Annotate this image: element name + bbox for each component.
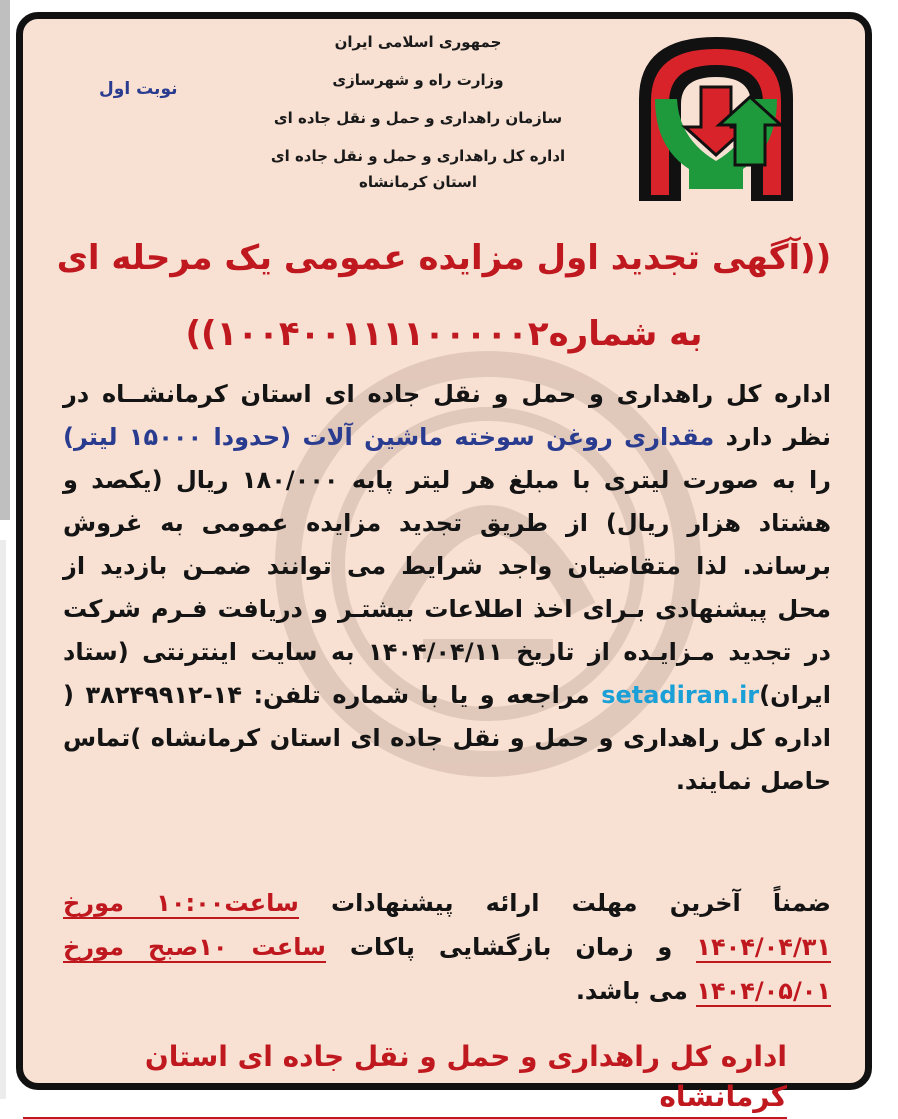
body-details: را به صورت لیتری با مبلغ هر لیتر پایه ۱۸۰/۰۰۰ ریال (یکصد و هشتاد هزار ریال) از طریق تجدید مزایده عمومی به غروش برساند. لذا متقاضیان واجد شرایط می توانند ضمـن بازدید از محل پیشنهادی بـرای اخذ اطلاعات بیشتـر و دریافت فـرم شرکت در تجدید مـزایـده از تاریخ ۱۴۰۴/۰۴/۱۱ به سایت اینترنتی (ستاد ایران) [63, 466, 831, 709]
deadline-paragraph [63, 881, 831, 1013]
auction-item: مقداری روغن سوخته ماشین آلات (حدودا ۱۵۰۰۰ لیتر) [63, 423, 715, 451]
notice-body [63, 373, 831, 803]
submission-deadline: ساعت۱۰:۰۰ مورخ ۱۴۰۴/۰۴/۳۱ [63, 889, 832, 961]
header-organization: سازمان راهداری و حمل و نقل جاده ای [273, 109, 563, 127]
deadline-end: می باشد. [575, 977, 697, 1005]
round-label: نوبت اول [99, 79, 178, 99]
notice-frame [16, 12, 872, 1113]
deadline-intro: ضمناً آخرین مهلت ارائه پیشنهادات [298, 889, 831, 917]
deadline-middle: و زمان بازگشایی پاکات [325, 933, 697, 961]
header-province: استان کرمانشاه [358, 173, 478, 191]
opening-time: ساعت ۱۰صبح مورخ ۱۴۰۴/۰۵/۰۱ [63, 933, 831, 1005]
footer-signature: اداره کل راهداری و حمل و نقل جاده ای استان کرمانشاه [23, 1037, 787, 1119]
header-ministry: وزارت راه و شهرسازی [332, 71, 504, 89]
header-country: جمهوری اسلامی ایران [334, 33, 502, 51]
body-contact: مراجعه و یا با شماره تلفن: ۱۴-۳۸۲۴۹۹۱۲ ( اداره کل راهداری و حمل و نقل جاده ای استان کرمانشاه )تماس حاصل نمایند. [63, 681, 831, 795]
left-edge-strip-light [0, 540, 6, 1099]
issuer-header [253, 31, 583, 209]
notice-number: به شماره۱۰۰۴۰۰۱۱۱۱۰۰۰۰۰۲)) [185, 314, 703, 354]
website-link[interactable]: setadiran.ir [601, 681, 760, 709]
road-maintenance-logo [631, 29, 801, 209]
header-directorate: اداره کل راهداری و حمل و نقل جاده ای [270, 147, 566, 165]
body-intro: اداره کل راهداری و حمل و نقل جاده ای استان کرمانشــاه در نظر دارد [63, 380, 831, 451]
notice-title: ((آگهی تجدید اول مزایده عمومی یک مرحله ای [56, 238, 832, 278]
left-edge-strip [0, 0, 10, 520]
